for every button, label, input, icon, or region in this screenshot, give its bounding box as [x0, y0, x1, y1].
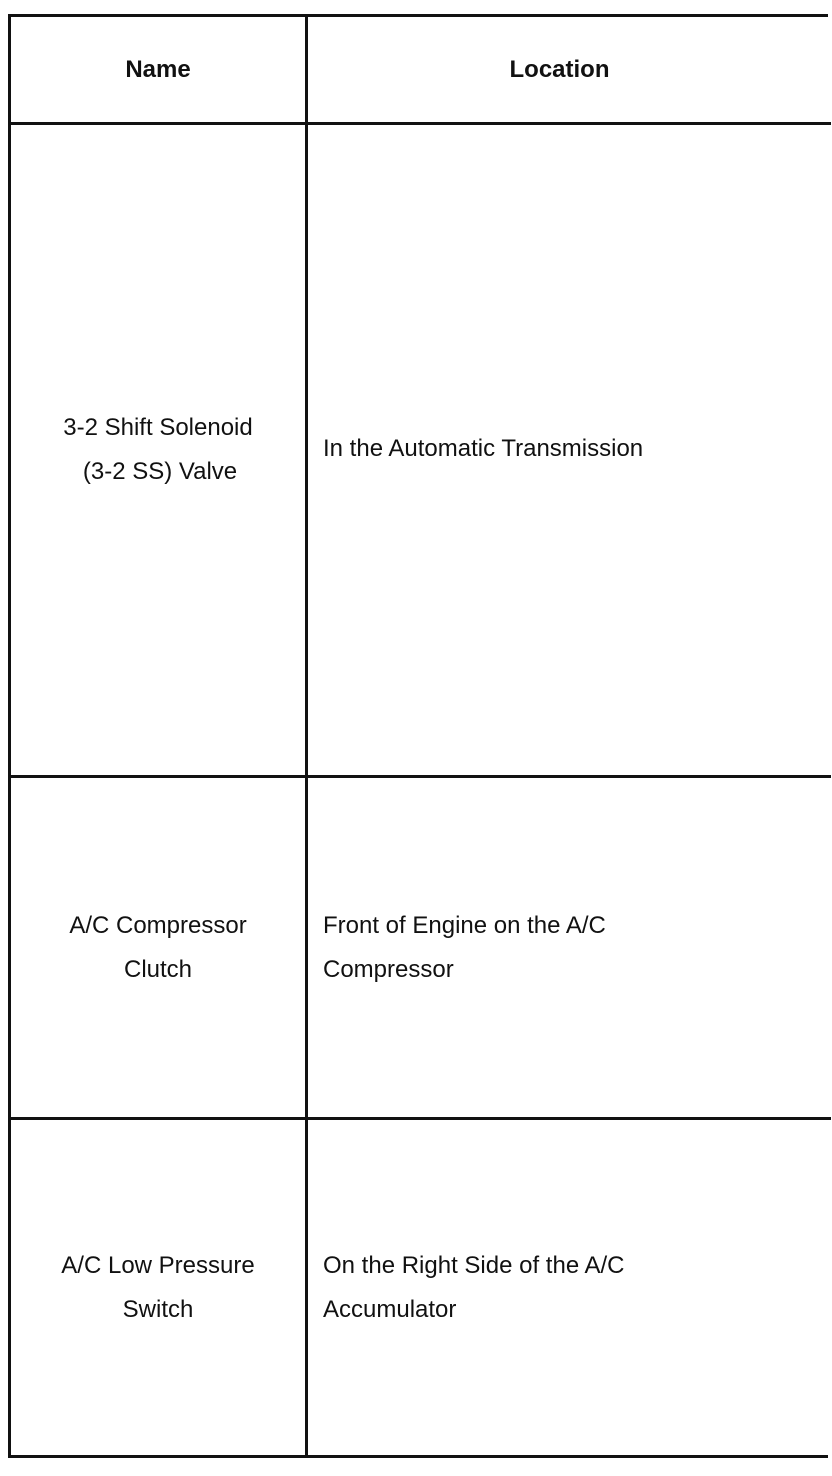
- component-location-line: Front of Engine on the A/C: [323, 911, 606, 939]
- component-name-line: 3-2 Shift Solenoid: [63, 414, 253, 441]
- table-row: [11, 122, 831, 775]
- component-name-line: Clutch: [123, 955, 193, 983]
- component-location-table: [8, 14, 828, 1458]
- component-location-line: Compressor: [323, 955, 454, 983]
- component-name-cell: [11, 1120, 308, 1455]
- component-name-line: A/C Compressor: [69, 911, 247, 939]
- component-name-line: A/C Low Pressure: [61, 1251, 255, 1279]
- component-location-cell: [308, 1120, 831, 1455]
- component-name-line: (3-2 SS) Valve: [82, 458, 238, 485]
- component-location-cell: [308, 125, 831, 775]
- table-row: [11, 775, 831, 1117]
- component-name-line: Switch: [122, 1295, 194, 1323]
- component-name-cell: [11, 125, 308, 775]
- table-header-row: [11, 17, 831, 122]
- component-location-cell: [308, 778, 831, 1117]
- component-location-line: On the Right Side of the A/C: [323, 1251, 625, 1279]
- header-location: Location: [509, 55, 610, 83]
- component-name-cell: [11, 778, 308, 1117]
- component-location-line: Accumulator: [323, 1295, 457, 1323]
- header-name: Name: [11, 17, 308, 122]
- table-row: [11, 1117, 831, 1455]
- component-location-line: In the Automatic Transmission: [323, 435, 644, 462]
